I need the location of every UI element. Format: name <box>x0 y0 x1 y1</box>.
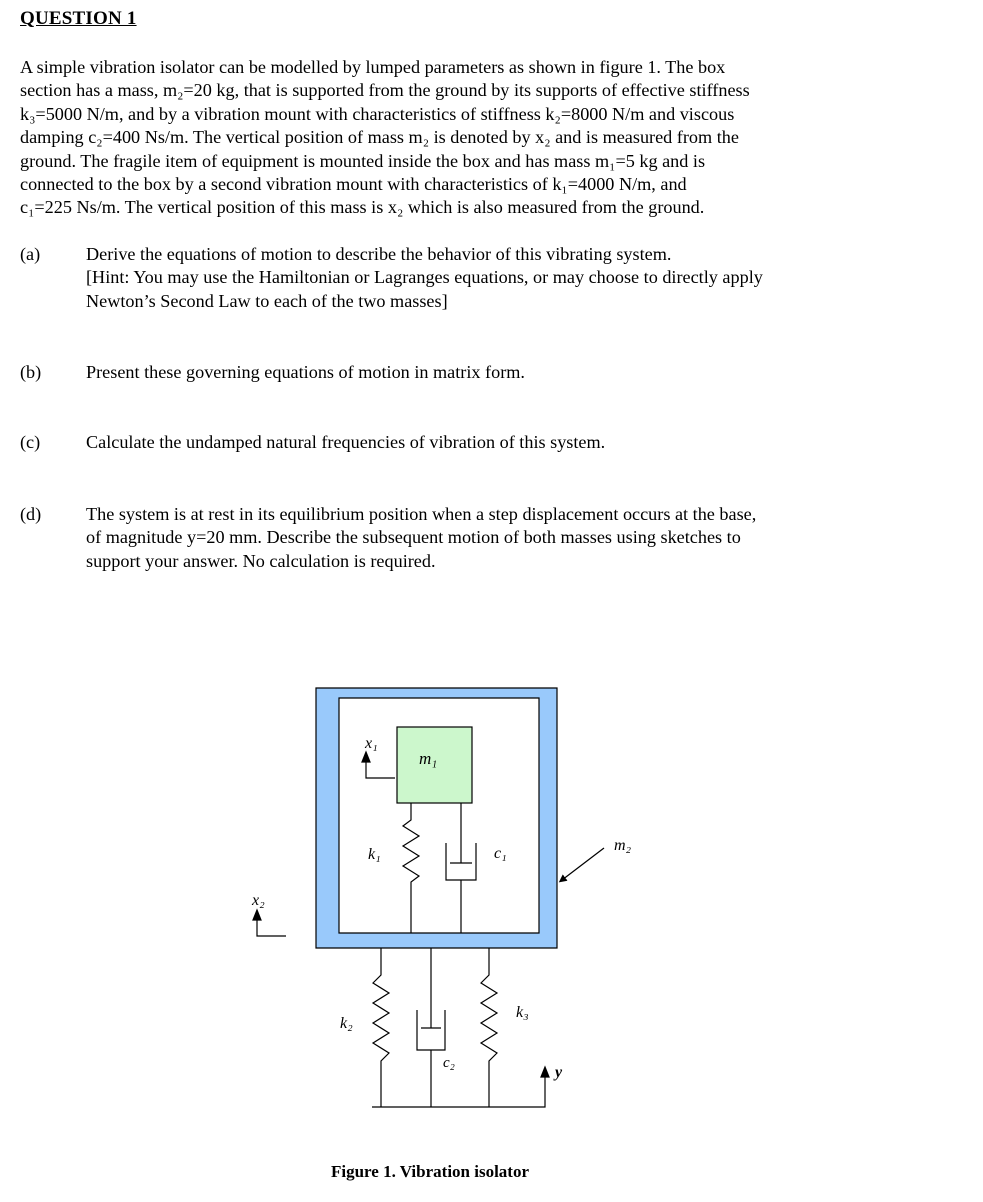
damper-c2 <box>417 948 445 1107</box>
x1-arrow <box>362 752 395 778</box>
c1-label: c₁ <box>494 845 507 862</box>
intro-line: A simple vibration isolator can be modelled by lumped parameters as shown in figure 1. The box <box>20 57 726 77</box>
intro-line: section has a mass, m₂=20 kg, that is supported from the ground by its supports of effective stiffness <box>20 80 750 101</box>
part-a-line: Derive the equations of motion to describe the behavior of this vibrating system. <box>86 244 672 264</box>
m1-label: m₁ <box>419 749 438 768</box>
intro-line: c₁=225 Ns/m. The vertical position of this mass is x₂ which is also measured from the ground. <box>20 197 705 218</box>
spring-k1 <box>403 803 419 933</box>
spring-k3 <box>481 948 497 1107</box>
m2-label: m₂ <box>614 837 632 854</box>
part-d-line: support your answer. No calculation is required. <box>86 550 436 571</box>
k3-label: k₃ <box>516 1004 529 1021</box>
ground-base <box>372 1067 549 1107</box>
part-c-label: (c) <box>20 432 41 452</box>
m2-pointer-arrow <box>562 848 604 880</box>
part-a-line: [Hint: You may use the Hamiltonian or Lagranges equations, or may choose to directly apply <box>86 267 763 288</box>
part-c-line: Calculate the undamped natural frequencies of vibration of this system. <box>86 432 606 452</box>
intro-line: connected to the box by a second vibration mount with characteristics of k₁=4000 N/m, and <box>20 174 687 195</box>
part-d-line: The system is at rest in its equilibrium position when a step displacement occurs at the base, <box>86 504 757 524</box>
part-b-line: Present these governing equations of motion in matrix form. <box>86 362 525 382</box>
x2-label: x₂ <box>252 892 265 909</box>
y-label: y <box>555 1064 563 1081</box>
part-d-label: (d) <box>20 504 42 524</box>
intro-line: ground. The fragile item of equipment is mounted inside the box and has mass m₁=5 kg and is <box>20 150 706 171</box>
k1-label: k₁ <box>368 846 381 863</box>
question-title: QUESTION 1 <box>20 8 137 29</box>
intro-line: k₃=5000 N/m, and by a vibration mount with characteristics of stiffness k₂=8000 N/m and viscous <box>20 103 735 124</box>
x2-arrow <box>253 910 286 936</box>
c2-label: c₂ <box>443 1055 455 1071</box>
part-a-label: (a) <box>20 244 41 264</box>
spring-k2 <box>373 948 389 1107</box>
part-d-line: of magnitude y=20 mm. Describe the subsequent motion of both masses using sketches to <box>86 527 741 548</box>
part-a-line: Newton’s Second Law to each of the two masses] <box>86 290 448 311</box>
k2-label: k₂ <box>340 1015 353 1032</box>
damper-c1 <box>446 803 476 933</box>
part-b-label: (b) <box>20 362 42 382</box>
x1-label: x₁ <box>365 735 378 752</box>
figure-caption: Figure 1. Vibration isolator <box>331 1162 530 1181</box>
intro-line: damping c₂=400 Ns/m. The vertical position of mass m₂ is denoted by x₂ and is measured from the <box>20 127 739 148</box>
